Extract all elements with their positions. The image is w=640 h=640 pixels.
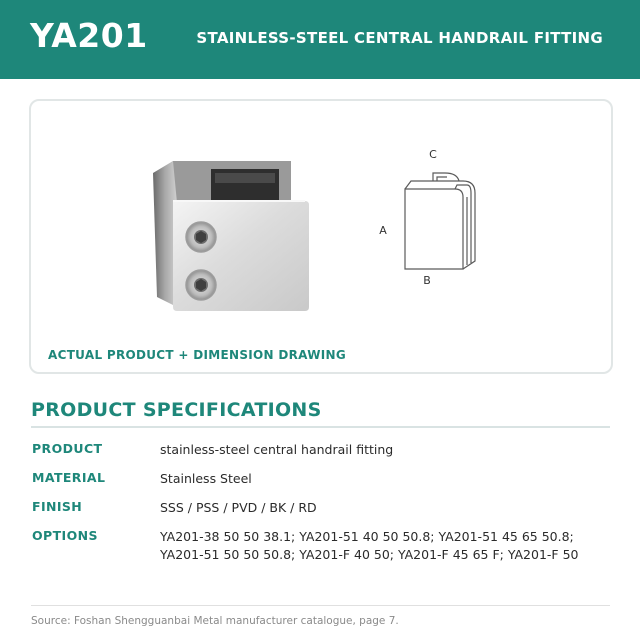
- spec-label: PRODUCT: [32, 441, 103, 456]
- dim-label-b: B: [423, 274, 431, 287]
- spec-value: [160, 528, 610, 564]
- figure-caption: ACTUAL PRODUCT + DIMENSION DRAWING: [48, 348, 346, 362]
- product-title: STAINLESS-STEEL CENTRAL HANDRAIL FITTING: [196, 29, 603, 47]
- spec-value: SSS / PSS / PVD / BK / RD: [160, 500, 317, 515]
- spec-heading: PRODUCT SPECIFICATIONS: [31, 399, 322, 421]
- options-line-2: YA201-51 50 50 50.8; YA201-F 40 50; YA201-F 45 65 F; YA201-F 50: [160, 547, 579, 562]
- spec-label: OPTIONS: [32, 528, 98, 543]
- options-line-1: YA201-38 50 50 38.1; YA201-51 40 50 50.8; YA201-51 45 65 50.8;: [160, 529, 574, 544]
- spec-label: MATERIAL: [32, 470, 106, 485]
- dim-label-c: C: [429, 148, 437, 161]
- header-banner: [0, 0, 640, 79]
- product-code: YA201: [30, 16, 148, 55]
- source-note: Source: Foshan Shengguanbai Metal manufacturer catalogue, page 7.: [31, 615, 399, 627]
- product-photo: [153, 157, 313, 313]
- dimension-drawing: [371, 141, 501, 291]
- spec-divider: [31, 426, 610, 428]
- spec-label: FINISH: [32, 499, 83, 514]
- spec-value: Stainless Steel: [160, 471, 252, 486]
- spec-value: stainless-steel central handrail fitting: [160, 442, 394, 457]
- product-figure-card: [29, 99, 613, 374]
- footer-divider: [31, 605, 610, 606]
- dim-label-a: A: [379, 224, 387, 237]
